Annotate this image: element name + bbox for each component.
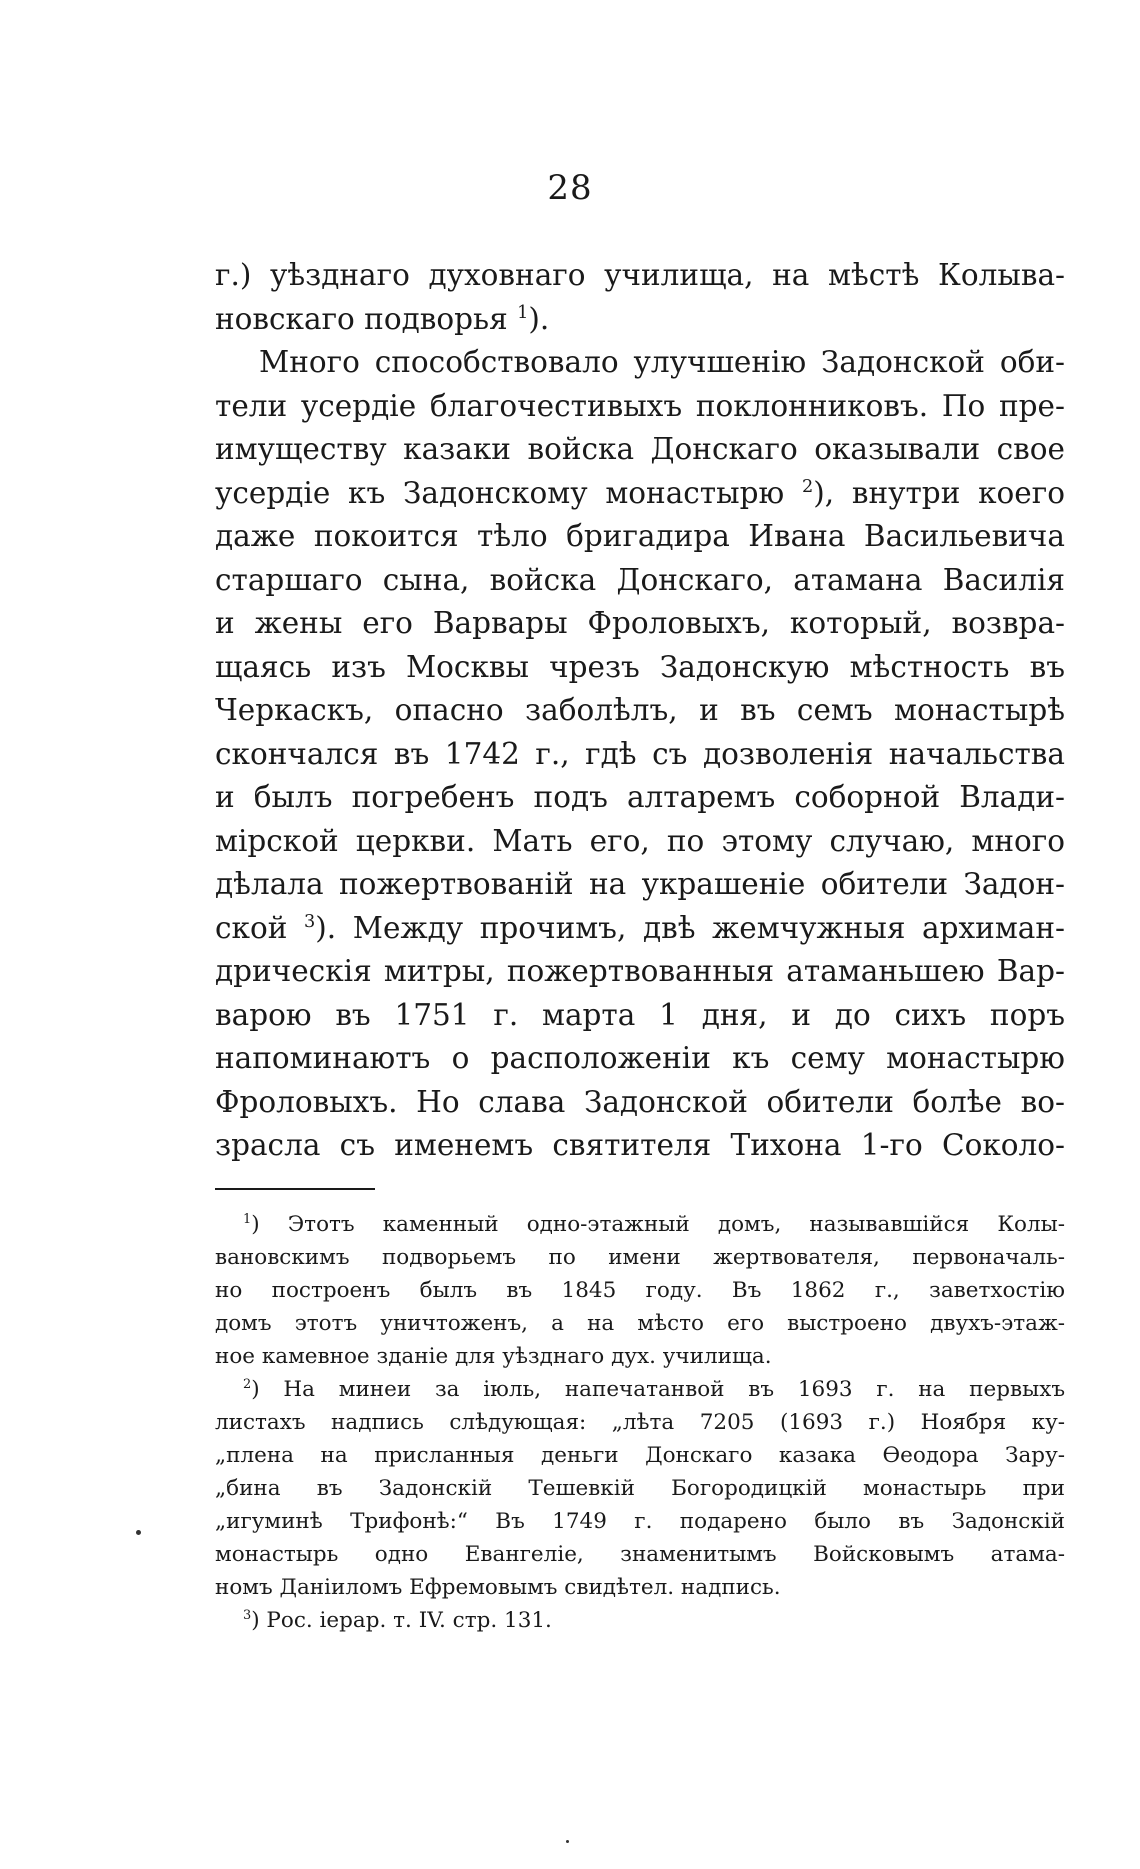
footnotes <box>215 1208 1065 1637</box>
body-line: ской $^3$). Между прочимъ, двѣ жемчужныя архиман- <box>215 910 1065 945</box>
footnote-line: „бина въ Задонскій Тешевкій Богородицкій монастырь при <box>215 1476 1065 1501</box>
body-line: дѣлала пожертвованій на украшеніе обители Задон- <box>215 867 1065 901</box>
footnote-marker: 1 <box>243 1211 252 1227</box>
body-line: тели усердіе благочестивыхъ поклонниковъ. По пре- <box>215 388 1065 423</box>
footnote-line: $^1$) Этотъ каменный одно-этажный домъ, называвшійся Колы- <box>243 1211 1065 1237</box>
body-line: усердіе къ Задонскому монастырю $^2$), внутри коего <box>215 475 1065 510</box>
body-line: мірской церкви. Мать его, по этому случаю, много <box>215 823 1065 858</box>
footnote-line: ное камевное зданіе для уѣзднаго дух. училища. <box>215 1344 772 1369</box>
body-line: старшаго сына, войска Донскаго, атамана Василія <box>215 562 1065 597</box>
body-line: г.) уѣзднаго духовнаго училища, на мѣстѣ Колыва- <box>215 258 1065 292</box>
footnote-marker: 2 <box>243 1376 252 1392</box>
footnote-line: $^3$) Рос. іерар. т. IV. стр. 131. <box>243 1607 552 1633</box>
footnote-line: $^2$) На минеи за іюль, напечатанвой въ 1693 г. на первыхъ <box>243 1376 1065 1402</box>
body-line: скончался въ 1742 г., гдѣ съ дозволенія начальства <box>215 736 1065 771</box>
body-line: дрическія митры, пожертвованныя атаманьшею Вар- <box>215 954 1065 988</box>
footnote-line: монастырь одно Евангеліе, знаменитымъ Войсковымъ атама- <box>215 1542 1065 1567</box>
footnote-ref: 1 <box>517 302 529 323</box>
body-text <box>215 254 1065 1168</box>
footnote-line: листахъ надпись слѣдующая: „лѣта 7205 (1693 г.) Ноября ку- <box>215 1410 1065 1435</box>
body-line: новскаго подворья $^1$). <box>215 301 550 336</box>
body-line: зрасла съ именемъ святителя Тихона 1-го Соколо- <box>215 1128 1065 1162</box>
body-line: имуществу казаки войска Донскаго оказывали свое <box>215 432 1065 466</box>
footnote-line: но построенъ былъ въ 1845 году. Въ 1862 г., заветхостію <box>215 1278 1065 1303</box>
body-line: и былъ погребенъ подъ алтаремъ соборной Влади- <box>215 780 1065 814</box>
footnote-line: вановскимъ подворьемъ по имени жертвователя, первоначаль- <box>215 1245 1065 1270</box>
footnote-divider <box>215 1188 375 1190</box>
body-line: Черкаскъ, опасно заболѣлъ, и въ семъ монастырѣ <box>215 693 1065 727</box>
footnote-line: номъ Даніиломъ Ефремовымъ свидѣтел. надпись. <box>215 1575 781 1600</box>
footnote-ref: 3 <box>304 911 316 932</box>
body-line: Много способствовало улучшенію Задонской оби- <box>259 345 1065 379</box>
footnote-marker: 3 <box>243 1607 252 1623</box>
footnote-ref: 2 <box>801 476 814 497</box>
footnote-line: „плена на присланныя деньги Донскаго казака Ѳеодора Зару- <box>215 1443 1065 1468</box>
footnote-line: „игуминѣ Трифонѣ:“ Въ 1749 г. подарено было въ Задонскій <box>215 1509 1065 1534</box>
body-line: напоминаютъ о расположеніи къ сему монастырю <box>215 1041 1065 1075</box>
body-line: даже покоится тѣло бригадира Ивана Васильевича <box>215 519 1065 553</box>
body-line: и жены его Варвары Фроловыхъ, который, возвра- <box>215 606 1065 640</box>
body-line: Фроловыхъ. Но слава Задонской обители болѣе во- <box>215 1084 1065 1119</box>
ink-speck <box>136 1530 141 1535</box>
footnote-line: домъ этотъ уничтоженъ, а на мѣсто его выстроено двухъ-этаж- <box>215 1311 1065 1336</box>
ink-speck <box>566 1840 569 1843</box>
page-number: 28 <box>547 168 593 208</box>
body-line: щаясь изъ Москвы чрезъ Задонскую мѣстность въ <box>215 649 1065 684</box>
body-line: варою въ 1751 г. марта 1 дня, и до сихъ поръ <box>215 997 1065 1032</box>
